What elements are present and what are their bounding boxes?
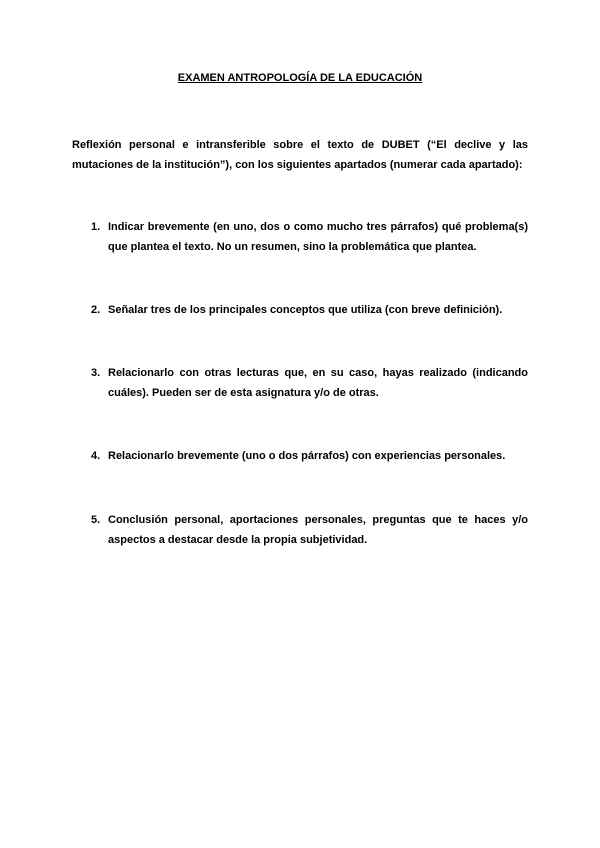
list-item-number: 5.: [91, 514, 101, 526]
list-item: [72, 510, 528, 550]
page-title: EXAMEN ANTROPOLOGÍA DE LA EDUCACIÓN: [177, 72, 423, 84]
list-item: [72, 363, 528, 403]
list-item-text: Señalar tres de los principales conceptos que utiliza (con breve definición).: [108, 304, 503, 316]
list-item-text: Relacionarlo con otras lecturas que, en su caso, hayas realizado (indicando cuáles). Pueden ser de esta asignatura y/o de otras.: [108, 367, 528, 399]
list-item-number: 2.: [91, 304, 101, 316]
list-item: [72, 446, 528, 466]
list-item-text: Conclusión personal, aportaciones personales, preguntas que te haces y/o aspectos a destacar desde la propia subjetividad.: [108, 514, 528, 546]
list-item-text: Indicar brevemente (en uno, dos o como mucho tres párrafos) qué problema(s) que plantea el texto. No un resumen, sino la problemática que plantea.: [108, 221, 528, 253]
list-item: [72, 300, 528, 320]
list-item-number: 4.: [91, 450, 101, 462]
intro-paragraph: Reflexión personal e intransferible sobre el texto de DUBET (“El declive y las mutaciones de la institución”), con los siguientes apartados (numerar cada apartado):: [72, 139, 528, 171]
list-item: [72, 217, 528, 257]
list-item-number: 3.: [91, 367, 101, 379]
list-item-number: 1.: [91, 221, 101, 233]
list-item-text: Relacionarlo brevemente (uno o dos párrafos) con experiencias personales.: [108, 450, 506, 462]
